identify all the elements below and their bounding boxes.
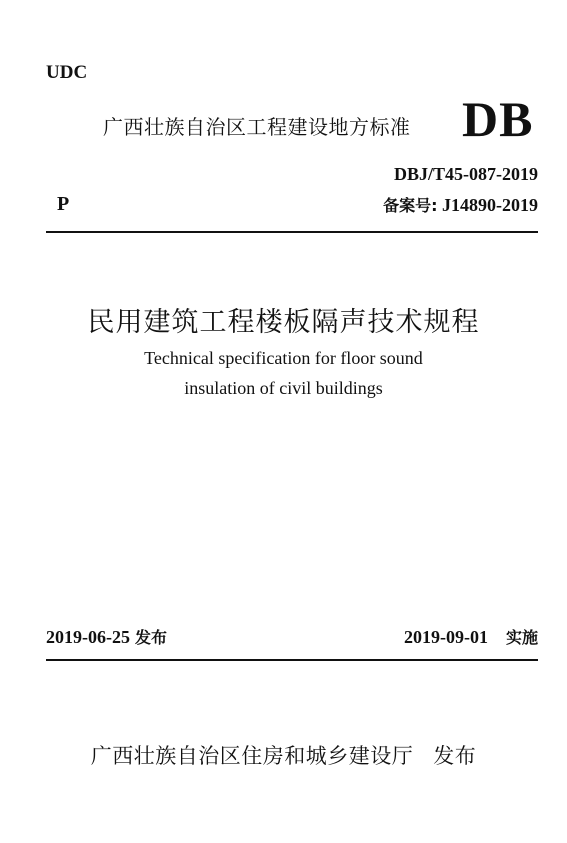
udc-label: UDC (46, 62, 88, 83)
standard-code: DBJ/T45-087-2019 (394, 164, 538, 184)
publish-date: 2019-06-25 (46, 627, 130, 647)
issuing-authority: 广西壮族自治区住房和城乡建设厅 (90, 744, 414, 768)
bottom-divider (46, 659, 538, 661)
document-title-english-line1: Technical specification for floor sound (144, 348, 423, 368)
filing-number-line (383, 193, 538, 216)
filing-label: 备案号 (383, 196, 432, 215)
effective-date-line (404, 625, 538, 648)
filing-colon: : (431, 196, 438, 215)
issuing-authority-line (0, 740, 567, 770)
publish-label: 发布 (135, 628, 168, 647)
document-title-chinese: 民用建筑工程楼板隔声技术规程 (87, 307, 480, 338)
document-title-english-line2: insulation of civil buildings (184, 378, 383, 398)
issuing-action: 发布 (433, 744, 477, 768)
standard-issuer-heading: 广西壮族自治区工程建设地方标准 (103, 115, 411, 139)
effective-date: 2019-09-01 (403, 627, 488, 647)
filing-number: J14890-2019 (442, 195, 538, 215)
category-letter: P (57, 193, 70, 215)
publish-date-line (46, 625, 167, 648)
top-divider (46, 231, 538, 233)
db-standard-mark: DB (462, 91, 534, 147)
effective-label: 实施 (505, 628, 538, 647)
